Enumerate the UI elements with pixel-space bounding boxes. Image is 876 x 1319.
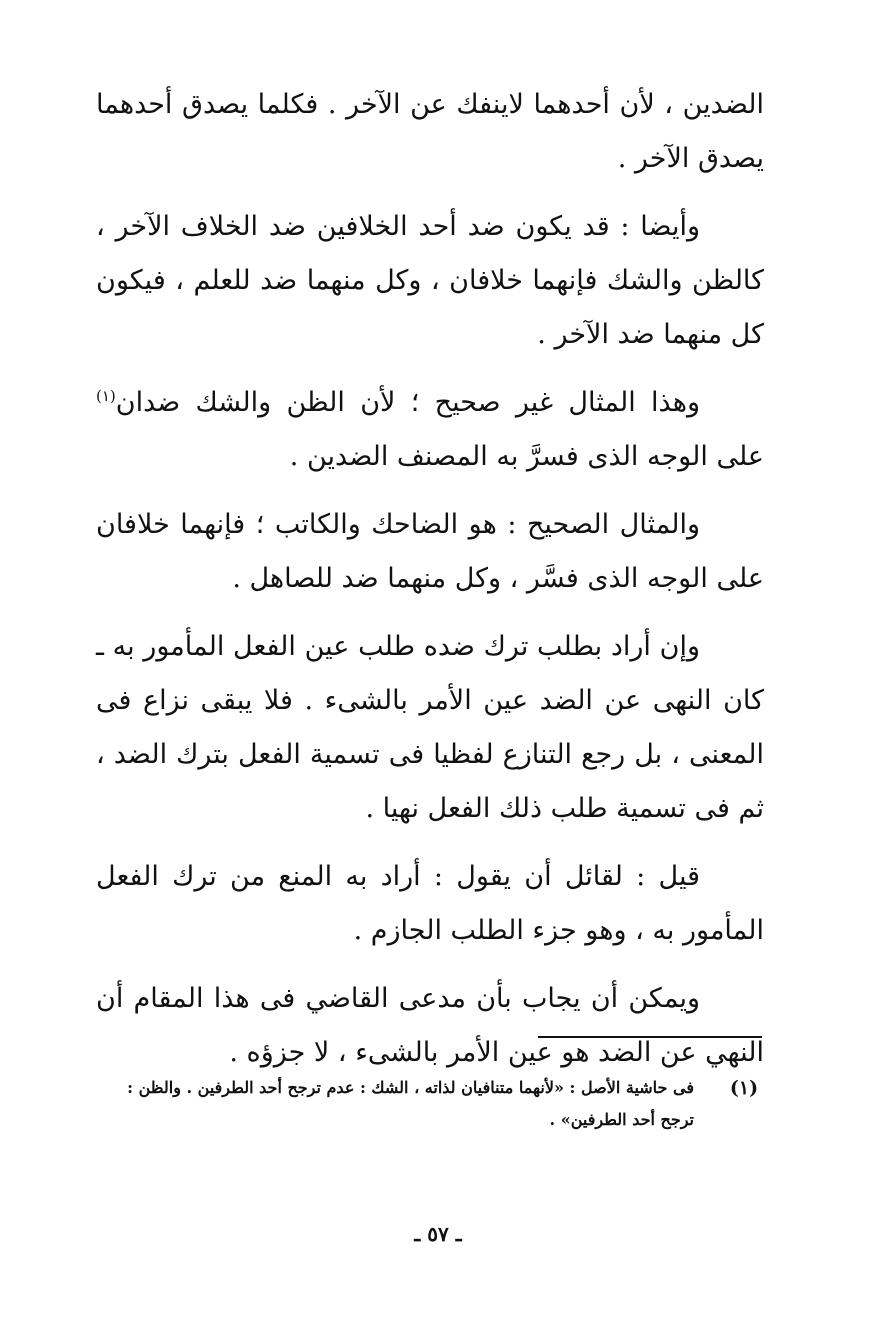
footnote-number: (١)	[729, 1077, 759, 1099]
paragraph-7: ويمكن أن يجاب بأن مدعى القاضي فى هذا المقام أن النهي عن الضد هو عين الأمر بالشىء ، لا جزؤه .	[96, 983, 764, 1068]
paragraph-3-part-1: وهذا المثال غير صحيح ؛ لأن الظن والشك ضدان	[115, 387, 700, 418]
paragraph-3-part-2: على الوجه الذى فسرَّ به المصنف الضدين .	[289, 441, 764, 472]
paragraph-6: قيل : لقائل أن يقول : أراد به المنع من ترك الفعل المأمور به ، وهو جزء الطلب الجازم .	[96, 861, 764, 946]
page-number: ـ ٥٧ ـ	[414, 1222, 462, 1246]
paragraph-4: والمثال الصحيح : هو الضاحك والكاتب ؛ فإنهما خلافان على الوجه الذى فسَّر ، وكل منهما ضد للصاهل .	[96, 509, 764, 594]
footnote-divider	[538, 1036, 762, 1038]
main-text	[96, 78, 764, 1094]
footnote-reference[interactable]: (١)	[96, 387, 116, 405]
paragraph-2: وأيضا : قد يكون ضد أحد الخلافين ضد الخلاف الآخر ، كالظن والشك فإنهما خلافان ، وكل منهما ضد للعلم ، فيكون كل منهما ضد الآخر .	[96, 211, 764, 350]
footnote-text: فى حاشية الأصل : «لأنهما متنافيان لذاته ، الشك : عدم ترجح أحد الطرفين . والظن : ترجح أحد الطرفين» .	[127, 1078, 694, 1129]
paragraph-5: وإن أراد بطلب ترك ضده طلب عين الفعل المأمور به ـ كان النهى عن الضد عين الأمر بالشىء . فلا يبقى نزاع فى المعنى ، بل رجع التنازع لفظيا فى تسمية الفعل بترك الضد ، ثم فى تسمية طلب ذلك الفعل نهيا .	[96, 631, 764, 824]
paragraph-3	[96, 376, 764, 484]
footnote	[92, 1072, 764, 1136]
paragraph-1: الضدين ، لأن أحدهما لاينفك عن الآخر . فكلما يصدق أحدهما يصدق الآخر .	[96, 89, 764, 174]
